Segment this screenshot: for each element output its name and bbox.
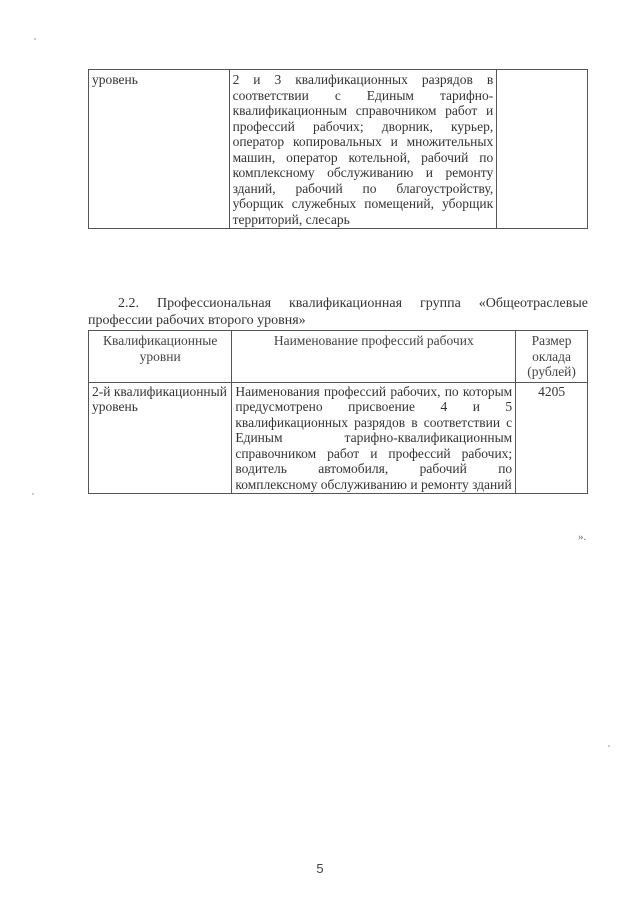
table-row (89, 382, 588, 494)
salary-cell (497, 70, 588, 229)
section-heading (88, 295, 588, 329)
section-heading-text: 2.2. Профессиональная квалификационная группа «Общеотраслевые профессии рабочих второго уровня» (88, 296, 588, 328)
level-cell: 2-й квалификационный уровень (89, 382, 232, 494)
professions-cell: Наименования профессий рабочих, по которым предусмотрено присвоение 4 и 5 квалификационных разрядов в соответствии с Единым тарифно-квалификационным справочником работ и профессий рабочих; водитель автомобиля, рабочий по комплексному обслуживанию и ремонту зданий (232, 382, 516, 494)
closing-quote-mark: ». (578, 531, 587, 543)
header-profession-names: Наименование профессий рабочих (232, 331, 516, 383)
professions-salary-table (88, 330, 588, 494)
header-qualification-levels: Квалификационные уровни (89, 331, 232, 383)
table-header-row (89, 331, 588, 383)
scan-speck (34, 38, 36, 40)
scan-speck (608, 745, 610, 747)
salary-cell: 4205 (516, 382, 588, 494)
level-cell: уровень (89, 70, 230, 229)
professions-cell: 2 и 3 квалификационных разрядов в соответствии с Единым тарифно-квалификационным справочником работ и профессий рабочих; дворник, курьер, оператор копировальных и множительных машин, оператор котельной, рабочий по комплексному обслуживанию и ремонту зданий, рабочий по благоустройству, уборщик служебных помещений, уборщик территорий, слесарь (229, 70, 497, 229)
table-row (89, 70, 588, 229)
header-salary: Размер оклада (рублей) (516, 331, 588, 383)
scan-speck (32, 493, 34, 495)
professions-table-continued (88, 69, 588, 229)
page-number: 5 (316, 861, 324, 876)
